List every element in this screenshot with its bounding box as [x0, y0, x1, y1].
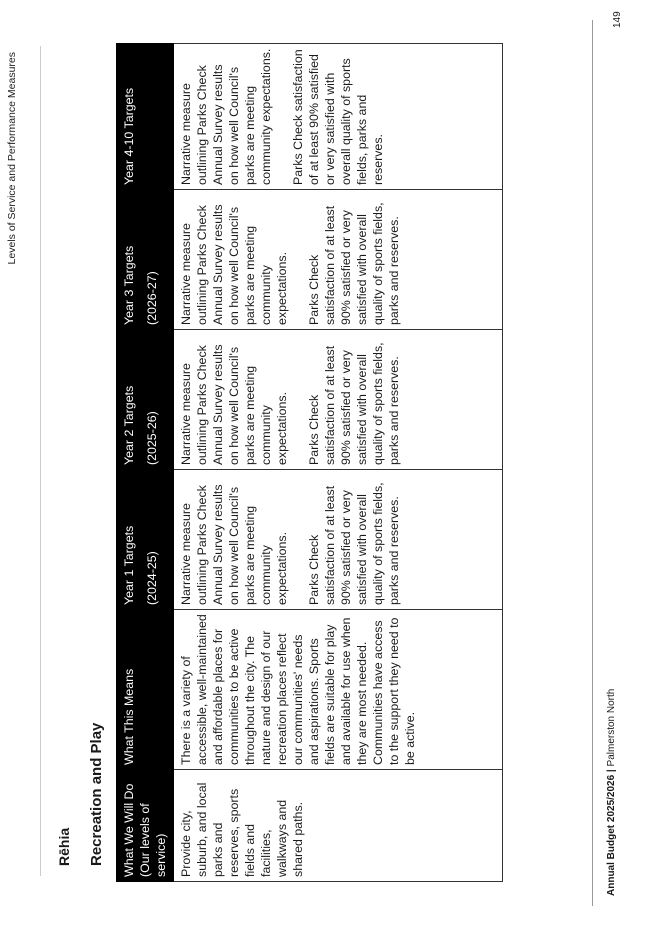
section-header: Levels of Service and Performance Measures: [6, 52, 18, 265]
header-what-we-do: What We Will Do (Our levels of service): [117, 770, 174, 882]
header-year3: Year 3 Targets (2026-27): [117, 190, 174, 330]
doc-title: Annual Budget 2025/2026: [606, 774, 617, 896]
cell-year1: Narrative measure outlining Parks Check Annual Survey results on how well Council's parks are meeting community expectations. Parks Check satisfaction of at least 90% satisfied or very satisfied with overall quality of sports fields, parks and reserves.: [174, 470, 503, 610]
table-header-row: [117, 44, 174, 882]
header-year1: Year 1 Targets (2024-25): [117, 470, 174, 610]
title-separator: |: [606, 769, 617, 773]
cell-what-we-do: Provide city, suburb, and local parks and reserves, sports fields and facilities, walkways and shared paths.: [174, 770, 503, 882]
cell-what-this-means: There is a variety of accessible, well-maintained and affordable places for communities to be active throughout the city. The nature and design of our recreation places reflect our communities' needs and aspirations. Sports fields are suitable for play and available for use when they are most needed. Communities have access to the support they need to be active.: [174, 610, 503, 770]
levels-of-service-table: [116, 43, 503, 882]
cell-year3: Narrative measure outlining Parks Check Annual Survey results on how well Council's parks are meeting community expectations. Parks Check satisfaction of at least 90% satisfied or very satisfied with overall quality of sports fields, parks and reserves.: [174, 190, 503, 330]
section-title: Recreation and Play: [88, 722, 105, 866]
header-rule: [40, 46, 41, 876]
maori-heading: Rēhia: [56, 827, 72, 866]
header-year4-10: Year 4-10 Targets: [117, 44, 174, 190]
cell-year2: Narrative measure outlining Parks Check Annual Survey results on how well Council's parks are meeting community expectations. Parks Check satisfaction of at least 90% satisfied or very satisfied with overall quality of sports fields, parks and reserves.: [174, 330, 503, 470]
header-year2: Year 2 Targets (2025-26): [117, 330, 174, 470]
header-what-this-means: What This Means: [117, 610, 174, 770]
footer-rule: [592, 20, 593, 906]
cell-year4-10: Narrative measure outlining Parks Check Annual Survey results on how well Council's parks are meeting community expectations. Parks Check satisfaction of at least 90% satisfied or very satisfied with overall quality of sports fields, parks and reserves.: [174, 44, 503, 190]
org-name: Palmerston North: [606, 688, 617, 767]
page-number: 149: [612, 11, 623, 28]
footer-doc-title: [606, 689, 617, 896]
table-row: [174, 44, 503, 882]
